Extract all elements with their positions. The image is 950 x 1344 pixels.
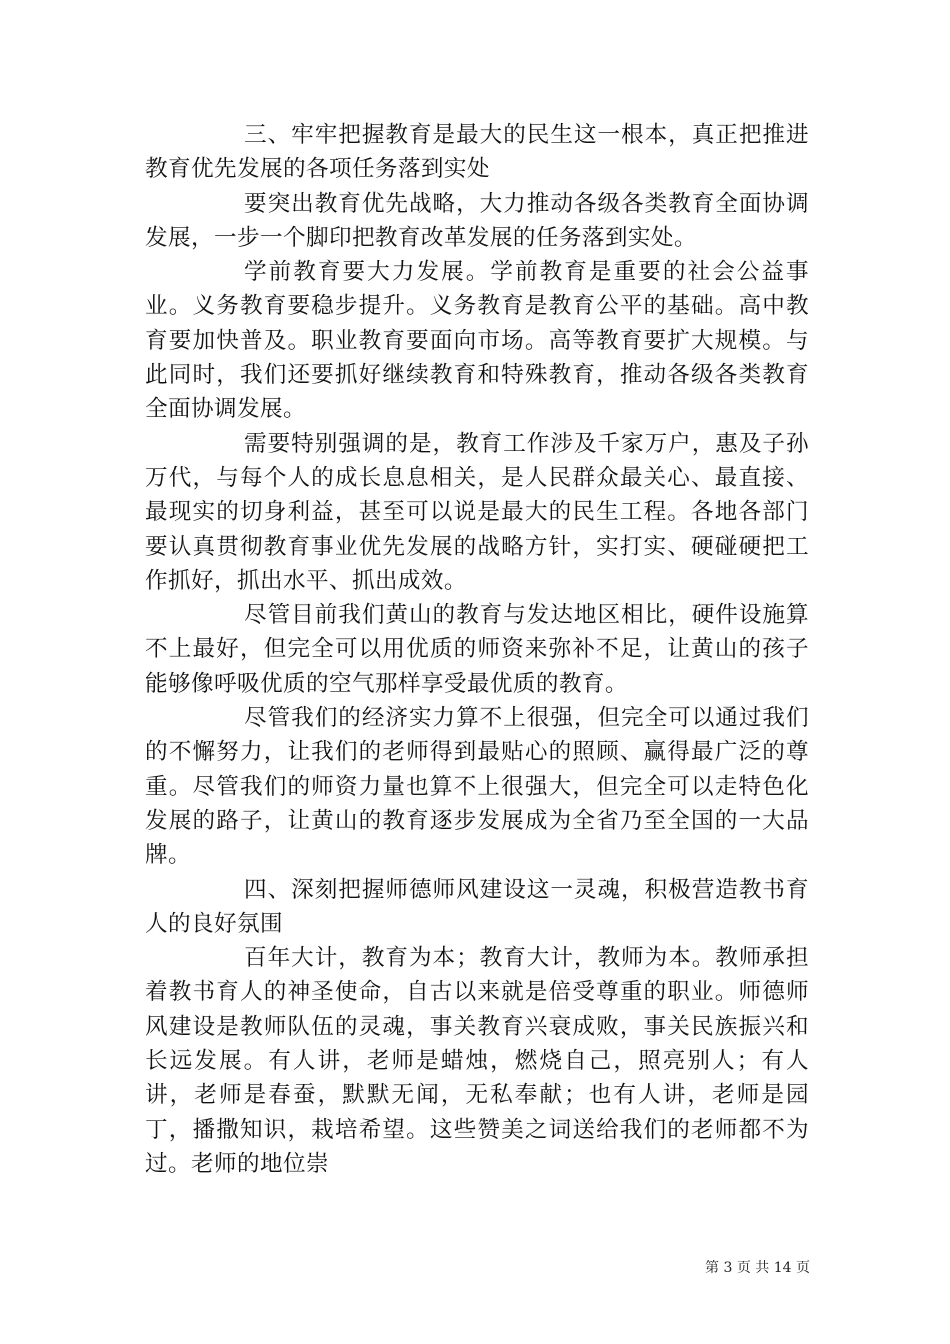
paragraph-section-three-heading: 三、牢牢把握教育是最大的民生这一根本，真正把推进教育优先发展的各项任务落到实处 (145, 122, 809, 183)
paragraph-education-levels: 学前教育要大力发展。学前教育是重要的社会公益事业。义务教育要稳步提升。义务教育是教育公平的基础。高中教育要加快普及。职业教育要面向市场。高等教育要扩大规模。与此同时，我们还要抓好继续教育和特殊教育，推动各级各类教育全面协调发展。 (145, 259, 809, 423)
document-body (145, 118, 809, 1181)
page-number-footer: 第 3 页 共 14 页 (705, 1260, 810, 1276)
paragraph-section-four-heading: 四、深刻把握师德师风建设这一灵魂，积极营造教书育人的良好氛围 (145, 876, 809, 937)
paragraph-priority-strategy: 要突出教育优先战略，大力推动各级各类教育全面协调发展，一步一个脚印把教育改革发展的任务落到实处。 (145, 190, 809, 251)
paragraph-special-emphasis: 需要特别强调的是，教育工作涉及千家万户，惠及子孙万代，与每个人的成长息息相关，是人民群众最关心、最直接、最现实的切身利益，甚至可以说是最大的民生工程。各地各部门要认真贯彻教育事业优先发展的战略方针，实打实、硬碰硬把工作抓好，抓出水平、抓出成效。 (145, 430, 809, 594)
paragraph-huangshan-education: 尽管目前我们黄山的教育与发达地区相比，硬件设施算不上最好，但完全可以用优质的师资来弥补不足，让黄山的孩子能够像呼吸优质的空气那样享受最优质的教育。 (145, 602, 809, 697)
paragraph-teacher-respect: 尽管我们的经济实力算不上很强，但完全可以通过我们的不懈努力，让我们的老师得到最贴心的照顾、赢得最广泛的尊重。尽管我们的师资力量也算不上很强大，但完全可以走特色化发展的路子，让黄山的教育逐步发展成为全省乃至全国的一大品牌。 (145, 705, 809, 869)
paragraph-teacher-ethics: 百年大计，教育为本；教育大计，教师为本。教师承担着教书育人的神圣使命，自古以来就是倍受尊重的职业。师德师风建设是教师队伍的灵魂，事关教育兴衰成败，事关民族振兴和长远发展。有人讲，老师是蜡烛，燃烧自己，照亮别人；有人讲，老师是春蚕，默默无闻，无私奉献；也有人讲，老师是园丁，播撒知识，栽培希望。这些赞美之词送给我们的老师都不为过。老师的地位崇 (145, 945, 809, 1177)
